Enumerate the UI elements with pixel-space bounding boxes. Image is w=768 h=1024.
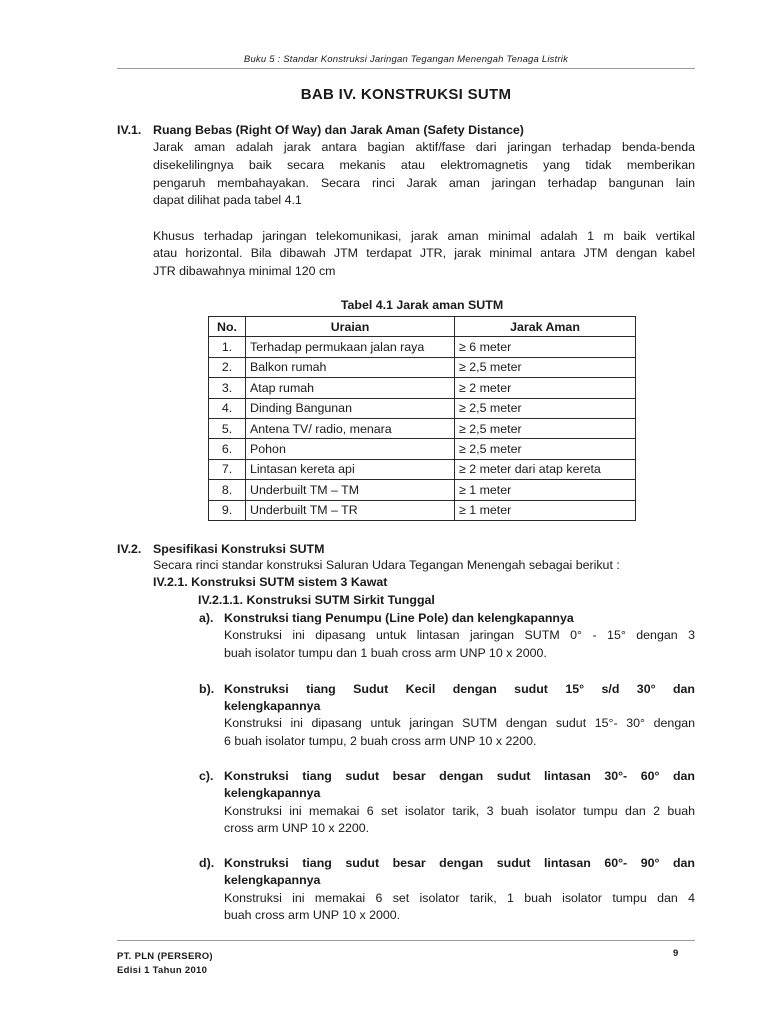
cell-jarak: ≥ 2 meter dari atap kereta (455, 459, 636, 479)
section-2-intro: Secara rinci standar konstruksi Saluran Udara Tegangan Menengah sebagai berikut : (153, 558, 620, 572)
item-body-line: Konstruksi ini memakai 6 set isolator tarik, 3 buah isolator tumpu dan 2 buah (224, 804, 695, 818)
section-1-heading: Ruang Bebas (Right Of Way) dan Jarak Aman (Safety Distance) (153, 123, 524, 137)
cell-no: 4. (209, 398, 246, 418)
item-body-line: Konstruksi ini dipasang untuk jaringan SUTM dengan sudut 15°- 30° dengan (224, 716, 695, 730)
cell-uraian: Pohon (246, 439, 455, 459)
cell-jarak: ≥ 2,5 meter (455, 398, 636, 418)
section-1-para1-line: pengaruh membahayakan. Secara rinci Jarak aman jaringan terhadap bangunan lain (153, 176, 695, 190)
item-title-line: Konstruksi tiang sudut besar dengan sudut lintasan 30°- 60° dan (224, 769, 695, 783)
cell-jarak: ≥ 2,5 meter (455, 439, 636, 459)
item-title-line: kelengkapannya (224, 786, 321, 800)
table-row (209, 500, 636, 520)
cell-jarak: ≥ 6 meter (455, 337, 636, 357)
cell-jarak: ≥ 1 meter (455, 480, 636, 500)
item-body-line: 6 buah isolator tumpu, 2 buah cross arm UNP 10 x 2200. (224, 734, 537, 748)
cell-uraian: Balkon rumah (246, 357, 455, 377)
safety-distance-table (208, 316, 636, 521)
footer-company: PT. PLN (PERSERO) (117, 951, 213, 962)
table-header-uraian: Uraian (246, 317, 455, 337)
section-1-para1-line: dapat dilihat pada tabel 4.1 (153, 193, 302, 207)
chapter-title: BAB IV. KONSTRUKSI SUTM (300, 86, 512, 103)
cell-jarak: ≥ 1 meter (455, 500, 636, 520)
item-title-line: kelengkapannya (224, 873, 321, 887)
section-2-heading: Spesifikasi Konstruksi SUTM (153, 542, 325, 556)
footer-rule (117, 940, 695, 941)
item-body-line: cross arm UNP 10 x 2200. (224, 821, 370, 835)
cell-no: 2. (209, 357, 246, 377)
section-1-para2-line: Khusus terhadap jaringan telekomunikasi, jarak aman minimal adalah 1 m baik vertikal (153, 229, 695, 243)
item-marker: a). (199, 611, 214, 625)
table-row (209, 357, 636, 377)
item-body-line: buah cross arm UNP 10 x 2000. (224, 908, 401, 922)
cell-no: 9. (209, 500, 246, 520)
table-row (209, 418, 636, 438)
cell-no: 6. (209, 439, 246, 459)
section-1-para2-line: JTR dibawahnya minimal 120 cm (153, 264, 336, 278)
item-marker: b). (199, 682, 215, 696)
cell-no: 8. (209, 480, 246, 500)
cell-no: 3. (209, 378, 246, 398)
table-row (209, 337, 636, 357)
item-marker: d). (199, 856, 215, 870)
section-1-para2-line: atau horizontal. Bila dibawah JTM terdapat JTR, jarak minimal antara JTM dengan kabel (153, 246, 695, 260)
cell-uraian: Lintasan kereta api (246, 459, 455, 479)
item-title-line: Konstruksi tiang Sudut Kecil dengan sudut 15° s/d 30° dan (224, 682, 695, 696)
section-1-para1-line: disekelilingnya baik secara mekanis atau elektromagnetis yang tidak memberikan (153, 158, 695, 172)
item-body-line: buah isolator tumpu dan 1 buah cross arm UNP 10 x 2000. (224, 646, 547, 660)
cell-no: 7. (209, 459, 246, 479)
table-caption: Tabel 4.1 Jarak aman SUTM (340, 298, 504, 312)
table-row (209, 480, 636, 500)
item-marker: c). (199, 769, 214, 783)
cell-uraian: Atap rumah (246, 378, 455, 398)
running-header: Buku 5 : Standar Konstruksi Jaringan Tegangan Menengah Tenaga Listrik (243, 54, 569, 65)
section-1-para1-line: Jarak aman adalah jarak antara bagian aktif/fase dari jaringan terhadap benda-benda (153, 140, 695, 154)
cell-jarak: ≥ 2 meter (455, 378, 636, 398)
cell-uraian: Underbuilt TM – TM (246, 480, 455, 500)
item-body-line: Konstruksi ini memakai 6 set isolator tarik, 1 buah isolator tumpu dan 4 (224, 891, 695, 905)
subsection-heading: IV.2.1. Konstruksi SUTM sistem 3 Kawat (153, 575, 388, 589)
subsubsection-heading: IV.2.1.1. Konstruksi SUTM Sirkit Tunggal (198, 593, 435, 607)
table-header-no: No. (209, 317, 246, 337)
cell-jarak: ≥ 2,5 meter (455, 418, 636, 438)
footer-edition: Edisi 1 Tahun 2010 (117, 965, 208, 976)
page-number: 9 (673, 948, 679, 959)
table-row (209, 398, 636, 418)
cell-uraian: Underbuilt TM – TR (246, 500, 455, 520)
section-1-number: IV.1. (117, 123, 142, 137)
item-title-line: Konstruksi tiang Penumpu (Line Pole) dan kelengkapannya (224, 611, 574, 625)
table-row (209, 459, 636, 479)
table-row (209, 378, 636, 398)
item-body-line: Konstruksi ini dipasang untuk lintasan jaringan SUTM 0° - 15° dengan 3 (224, 628, 695, 642)
cell-no: 5. (209, 418, 246, 438)
cell-uraian: Dinding Bangunan (246, 398, 455, 418)
cell-uraian: Antena TV/ radio, menara (246, 418, 455, 438)
cell-no: 1. (209, 337, 246, 357)
table-header-jarak: Jarak Aman (455, 317, 636, 337)
cell-uraian: Terhadap permukaan jalan raya (246, 337, 455, 357)
table-header-row (209, 317, 636, 337)
cell-jarak: ≥ 2,5 meter (455, 357, 636, 377)
header-rule (117, 68, 695, 69)
section-2-number: IV.2. (117, 542, 142, 556)
item-title-line: Konstruksi tiang sudut besar dengan sudut lintasan 60°- 90° dan (224, 856, 695, 870)
item-title-line: kelengkapannya (224, 699, 321, 713)
table-row (209, 439, 636, 459)
